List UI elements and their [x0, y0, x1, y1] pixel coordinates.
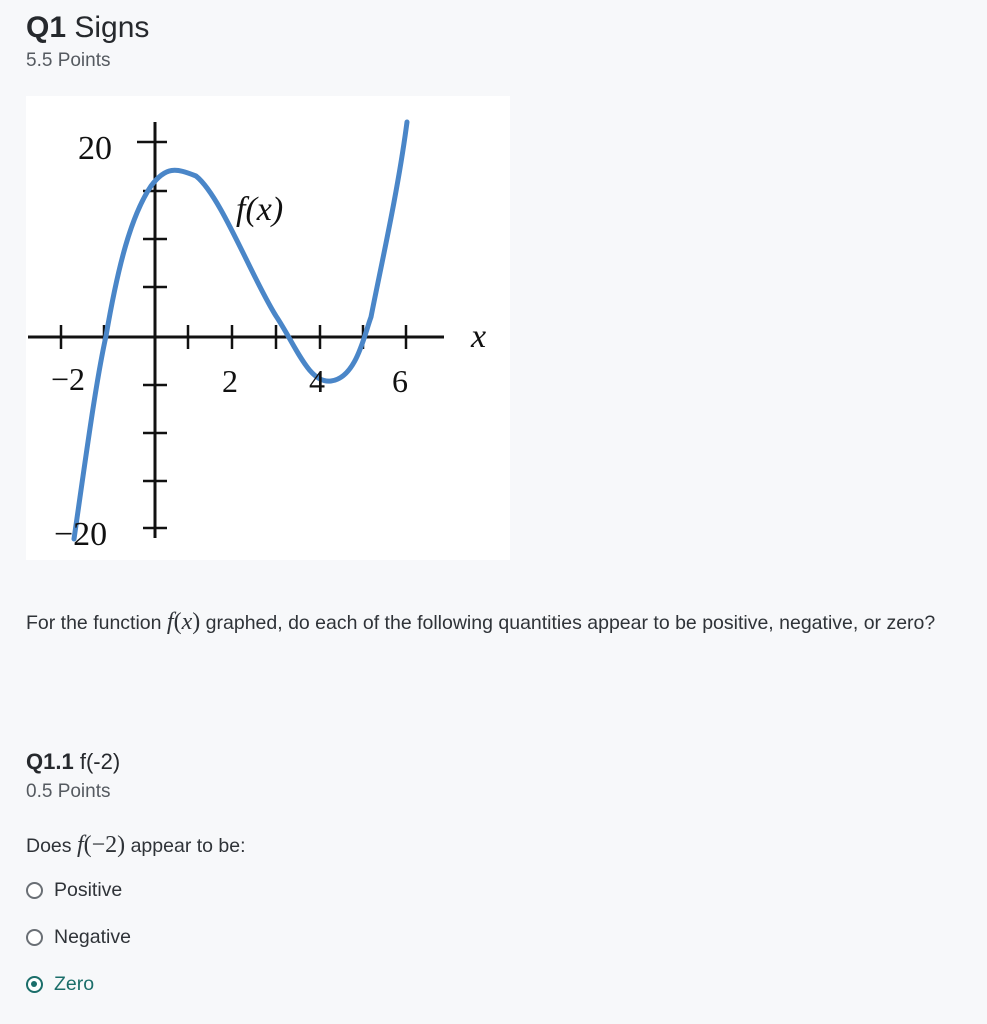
function-curve — [74, 122, 407, 539]
subquestion-header — [26, 746, 120, 806]
function-graph — [26, 96, 510, 560]
question-header — [26, 8, 149, 74]
question-points: 5.5 Points — [26, 50, 111, 71]
x-tick-label-4: 4 — [309, 363, 325, 399]
sub-math-arg: −2 — [91, 832, 118, 858]
sub-math-open-paren: ( — [83, 832, 92, 858]
sub-math-close-paren: ) — [117, 832, 126, 858]
answer-options — [26, 872, 131, 1013]
prompt-text-after: graphed, do each of the following quantities appear to be positive, negative, or zero? — [200, 612, 936, 634]
x-axis-label: x — [471, 318, 487, 355]
x-tick-label-2: 2 — [222, 363, 238, 399]
prompt-math — [167, 609, 200, 635]
subquestion-title-text: f(-2) — [79, 749, 121, 774]
option-positive[interactable] — [26, 872, 131, 908]
sub-prompt-after: appear to be: — [125, 835, 246, 857]
subquestion-points: 0.5 Points — [26, 781, 111, 802]
x-tick-label-neg2: −2 — [51, 361, 86, 397]
question-title-text: Signs — [74, 11, 150, 44]
y-tick-label-20: 20 — [78, 130, 112, 167]
option-zero[interactable] — [26, 966, 131, 1002]
option-negative-label: Negative — [54, 925, 131, 948]
curve-label: f(x) — [236, 191, 284, 228]
y-tick-label-neg20: −20 — [54, 516, 108, 553]
question-title — [26, 8, 149, 48]
radio-negative[interactable] — [26, 929, 43, 946]
sub-prompt-math — [77, 832, 125, 858]
subquestion-title — [26, 746, 120, 778]
radio-positive[interactable] — [26, 882, 43, 899]
math-open-paren: ( — [173, 609, 182, 635]
subquestion-number: Q1.1 — [26, 749, 74, 774]
math-close-paren: ) — [192, 609, 201, 635]
prompt-text-before: For the function — [26, 612, 167, 634]
sub-math-f: f — [76, 832, 84, 858]
subquestion-prompt — [26, 828, 246, 863]
radio-zero-selected[interactable] — [26, 976, 43, 993]
sub-prompt-before: Does — [26, 835, 77, 857]
option-negative[interactable] — [26, 919, 131, 955]
function-graph-svg — [26, 96, 510, 560]
math-f: f — [166, 609, 174, 635]
option-zero-label: Zero — [54, 972, 95, 995]
question-number: Q1 — [26, 11, 67, 44]
x-tick-label-6: 6 — [392, 363, 408, 399]
math-x: x — [181, 609, 193, 635]
question-prompt — [26, 604, 946, 641]
option-positive-label: Positive — [54, 878, 123, 901]
